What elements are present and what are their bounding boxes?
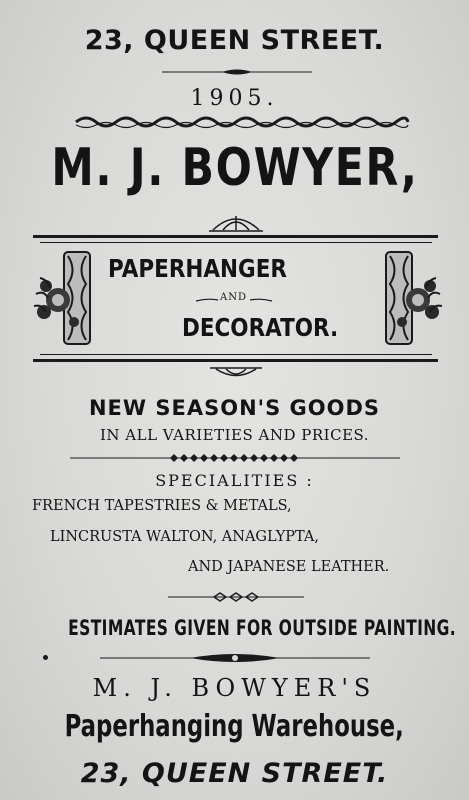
rule-top — [33, 235, 438, 238]
diamond-chain-rule — [70, 452, 400, 464]
speciality-item-3: AND JAPANESE LEATHER. — [188, 559, 390, 575]
fleuron — [209, 214, 263, 232]
and-swash-left — [196, 298, 218, 302]
proprietor-name: M. J. BOWYER, — [50, 138, 419, 198]
and-swash-right — [250, 298, 272, 302]
dot-mark — [43, 655, 48, 660]
goods-subline: IN ALL VARIETIES AND PRICES. — [99, 426, 370, 444]
small-ornament-rule — [168, 592, 304, 602]
estimates-line: ESTIMATES GIVEN FOR OUTSIDE PAINTING. — [68, 616, 457, 640]
trade-line-1: PAPERHANGER — [108, 254, 287, 283]
scroll-border — [72, 114, 412, 130]
goods-headline: NEW SEASON'S GOODS — [88, 396, 381, 420]
rule-top-thin — [40, 242, 432, 243]
year: 1905. — [190, 86, 279, 111]
speciality-item-1: FRENCH TAPESTRIES & METALS, — [32, 498, 292, 514]
and-label: AND — [220, 292, 247, 303]
footer-owner: M. J. BOWYER'S — [92, 674, 377, 702]
floral-vignette-right — [370, 250, 442, 346]
top-address: 23, QUEEN STREET. — [84, 25, 385, 56]
trade-and — [196, 292, 276, 306]
floral-vignette-left — [34, 250, 106, 346]
rule-bottom-thin — [40, 354, 432, 355]
footer-warehouse: Paperhanging Warehouse, — [64, 709, 405, 744]
bottom-address: 23, QUEEN STREET. — [80, 758, 389, 789]
lens-ornament-rule — [100, 652, 370, 664]
speciality-item-2: LINCRUSTA WALTON, ANAGLYPTA, — [50, 529, 320, 545]
trade-line-2: DECORATOR. — [182, 313, 339, 342]
rule-ornament — [162, 68, 312, 76]
specialities-heading: SPECIALITIES : — [155, 471, 314, 490]
fleuron-bottom — [210, 366, 262, 382]
rule-bottom — [33, 359, 438, 362]
